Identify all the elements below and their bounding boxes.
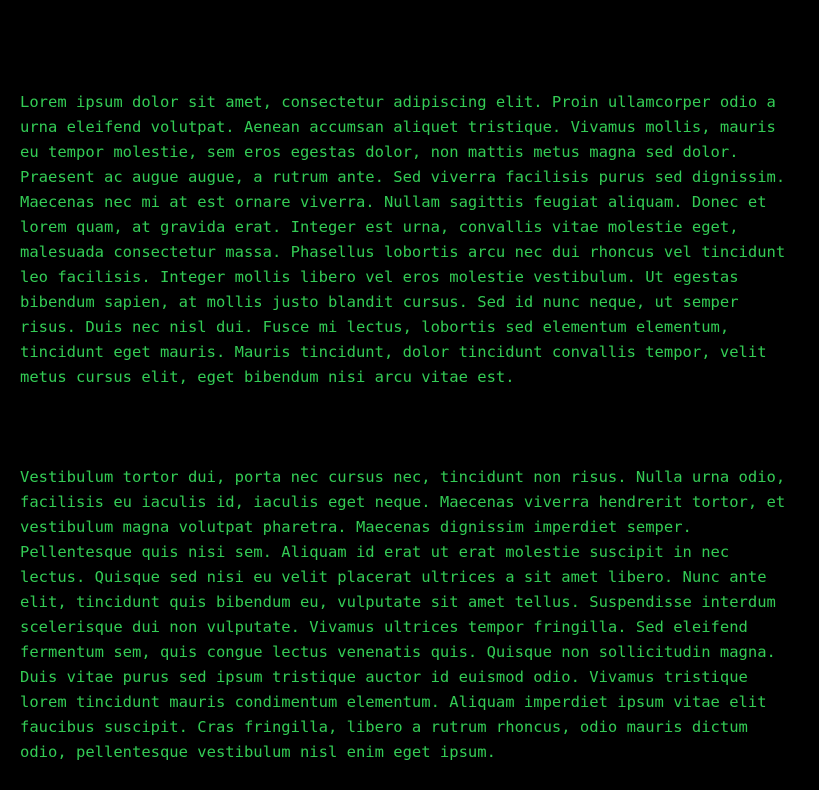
- paragraph: Vestibulum tortor dui, porta nec cursus nec, tincidunt non risus. Nulla urna odio, facilisis eu iaculis id, iaculis eget neque. Maecenas viverra hendrerit tortor, et vestibulum magna volutpat pharetra. Maecenas dignissim imperdiet semper. Pellentesque quis nisi sem. Aliquam id erat ut erat molestie suscipit in nec lectus. Quisque sed nisi eu velit placerat ultrices a sit amet libero. Nunc ante elit, tincidunt quis bibendum eu, vulputate sit amet tellus. Suspendisse interdum scelerisque dui non vulputate. Vivamus ultrices tempor fringilla. Sed eleifend fermentum sem, quis congue lectus venenatis quis. Quisque non sollicitudin magna. Duis vitae purus sed ipsum tristique auctor id euismod odio. Vivamus tristique lorem tincidunt mauris condimentum elementum. Aliquam imperdiet ipsum vitae elit faucibus suscipit. Cras fringilla, libero a rutrum rhoncus, odio mauris dictum odio, pellentesque vestibulum nisl enim eget ipsum.: [20, 468, 795, 761]
- paragraph: Lorem ipsum dolor sit amet, consectetur adipiscing elit. Proin ullamcorper odio a urna eleifend volutpat. Aenean accumsan aliquet tristique. Vivamus mollis, mauris eu tempor molestie, sem eros egestas dolor, non mattis metus magna sed dolor. Praesent ac augue augue, a rutrum ante. Sed viverra facilisis purus sed dignissim. Maecenas nec mi at est ornare viverra. Nullam sagittis feugiat aliquam. Donec et lorem quam, at gravida erat. Integer est urna, convallis vitae molestie eget, malesuada consectetur massa. Phasellus lobortis arcu nec dui rhoncus vel tincidunt leo facilisis. Integer mollis libero vel eros molestie vestibulum. Ut egestas bibendum sapien, at mollis justo blandit cursus. Sed id nunc neque, ut semper risus. Duis nec nisl dui. Fusce mi lectus, lobortis sed elementum elementum, tincidunt eget mauris. Mauris tincidunt, dolor tincidunt convallis tempor, velit metus cursus elit, eget bibendum nisi arcu vitae est.: [20, 93, 795, 386]
